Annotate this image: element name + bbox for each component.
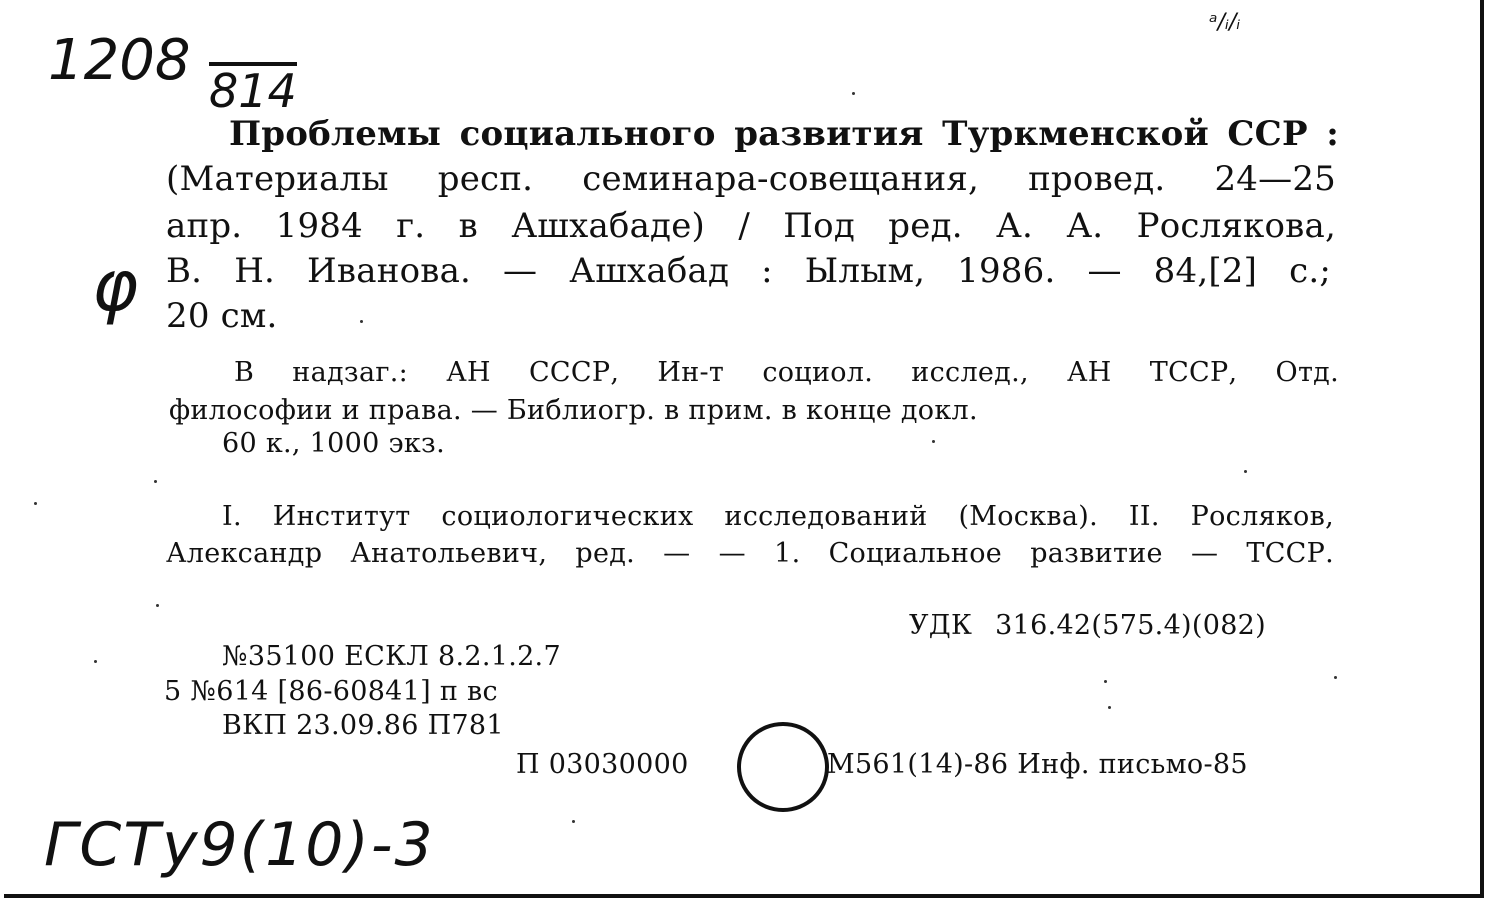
tracing-line-2: Александр Анатольевич, ред. — — 1. Социальное развитие — ТССР. [166,538,1334,569]
handwritten-margin-mark: φ [92,245,139,327]
registry-line-3: ВКП 23.09.86 П781 [222,710,504,741]
dust-speck [94,660,97,663]
handwritten-shelfmark: 1208 [48,28,191,93]
udk-code: УДК 316.42(575.4)(082) [909,610,1266,641]
dust-speck [1104,680,1107,683]
handwritten-corner-mark: ᵃ/ᵢ/ᵢ [1209,10,1241,35]
entry-line-2: (Материалы респ. семинара-совещания, провед. 24—25 [166,159,1336,199]
registry-code-left: П 03030000 [516,749,689,780]
dust-speck [1244,470,1247,473]
tracing-line-1: I. Институт социологических исследований (Москва). II. Росляков, [222,501,1334,532]
entry-line-4: В. Н. Иванова. — Ашхабад : Ылым, 1986. — 84,[2] с.; [166,251,1331,291]
entry-line-1 [229,114,1339,154]
registry-code-right: М561(14)-86 Инф. письмо-85 [827,749,1248,780]
registry-line-1: №35100 ЕСКЛ 8.2.1.2.7 [222,641,561,672]
handwritten-bottom-mark: ГСТу9(10)-3 [44,810,435,880]
dust-speck [852,92,855,95]
dust-speck [572,820,575,823]
handwritten-fraction: 814 [209,64,297,118]
dust-speck [156,604,159,607]
dust-speck [932,440,935,443]
catalog-card [4,0,1484,898]
entry-line-5: 20 см. [166,296,278,336]
dust-speck [1334,676,1337,679]
note-line-3: 60 к., 1000 экз. [222,428,445,459]
dust-speck [154,480,157,483]
entry-title: Проблемы социального развития Туркменской ССР : [229,114,1339,154]
dust-speck [1108,706,1111,709]
stamp-circle [737,722,829,812]
dust-speck [34,502,37,505]
registry-line-2: 5 №614 [86-60841] п вс [164,676,498,707]
entry-line-3: апр. 1984 г. в Ашхабаде) / Под ред. А. А. Рослякова, [166,206,1336,246]
note-line-2: философии и права. — Библиогр. в прим. в конце докл. [169,395,978,426]
dust-speck [360,320,363,323]
note-line-1: В надзаг.: АН СССР, Ин-т социол. исслед., АН ТССР, Отд. [234,357,1339,388]
